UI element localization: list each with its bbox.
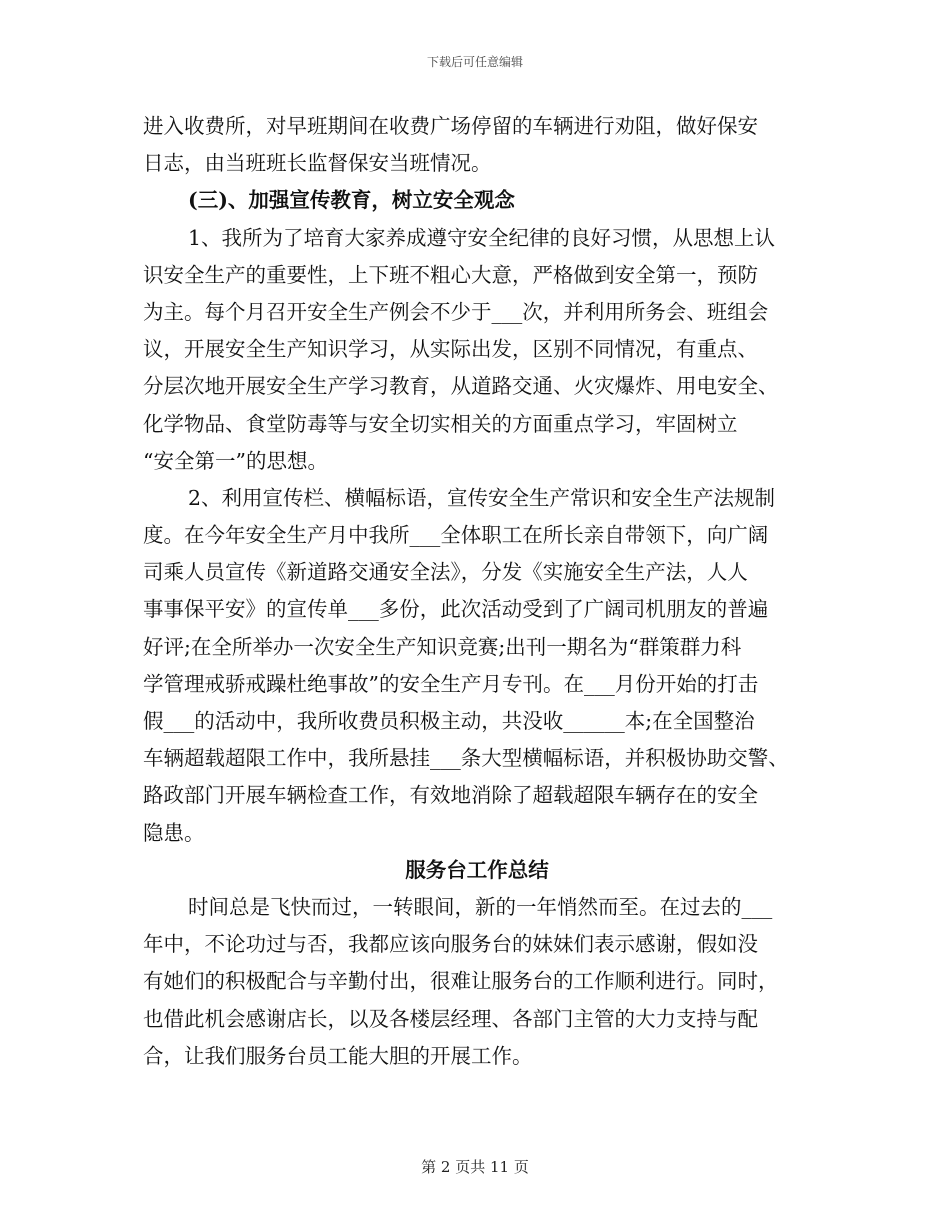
body-line: “安全第一”的思想。 <box>143 448 328 473</box>
page-header-note: 下载后可任意编辑 <box>426 55 523 69</box>
body-line: 司乘人员宣传《新道路交通安全法》，分发《实施安全生产法，人人 <box>143 560 748 585</box>
body-line: 年中，不论功过与否，我都应该向服务台的妹妹们表示感谢，假如没 <box>143 932 758 957</box>
body-line: 隐患。 <box>143 820 205 845</box>
body-line: 进入收费所，对早班期间在收费广场停留的车辆进行劝阻，做好保安 <box>143 114 758 138</box>
body-line: 学管理戒骄戒躁杜绝事故”的安全生产月专刊。在___月份开始的打击 <box>143 671 759 696</box>
section-heading: (三)、加强宣传教育，树立安全观念 <box>188 188 515 213</box>
body-line: 度。在今年安全生产月中我所___全体职工在所长亲自带领下，向广阔 <box>143 523 769 548</box>
paragraph-start: 时间总是飞快而过，一转眼间，新的一年悄然而至。在过去的___ <box>188 894 773 919</box>
body-line: 事事保平安》的宣传单___多份，此次活动受到了广阔司机朋友的普遍 <box>143 597 769 622</box>
document-body <box>143 108 811 1075</box>
body-line: 日志，由当班班长监督保安当班情况。 <box>143 151 492 176</box>
body-line: 路政部门开展车辆检查工作，有效地消除了超载超限车辆存在的安全 <box>143 783 758 808</box>
paragraph-start: 2、利用宣传栏、横幅标语，宣传安全生产常识和安全生产法规制 <box>188 485 776 510</box>
body-line: 假___的活动中，我所收费员积极主动，共没收______本;在全国整治 <box>143 709 755 733</box>
body-line: 为主。每个月召开安全生产例会不少于___次，并利用所务会、班组会 <box>143 299 769 324</box>
document-title: 服务台工作总结 <box>405 857 549 882</box>
paragraph-start: 1、我所为了培育大家养成遵守安全纪律的良好习惯，从思想上认 <box>188 225 776 250</box>
body-line: 也借此机会感谢店长，以及各楼层经理、各部门主管的大力支持与配 <box>143 1006 758 1031</box>
body-line: 车辆超载超限工作中，我所悬挂___条大型横幅标语，并积极协助交警、 <box>143 746 789 771</box>
body-line: 议，开展安全生产知识学习，从实际出发，区别不同情况，有重点、 <box>143 337 758 362</box>
body-line: 分层次地开展安全生产学习教育，从道路交通、火灾爆炸、用电安全、 <box>143 374 779 399</box>
page-number: 第 2 页共 11 页 <box>421 1158 529 1176</box>
body-line: 合，让我们服务台员工能大胆的开展工作。 <box>143 1043 533 1068</box>
body-line: 好评;在全所举办一次安全生产知识竞赛;出刊一期名为“群策群力科 <box>143 634 742 659</box>
body-line: 有她们的积极配合与辛勤付出，很难让服务台的工作顺利进行。同时， <box>143 969 779 994</box>
body-line: 识安全生产的重要性，上下班不粗心大意，严格做到安全第一，预防 <box>143 262 758 287</box>
body-line: 化学物品、食堂防毒等与安全切实相关的方面重点学习，牢固树立 <box>143 411 738 436</box>
